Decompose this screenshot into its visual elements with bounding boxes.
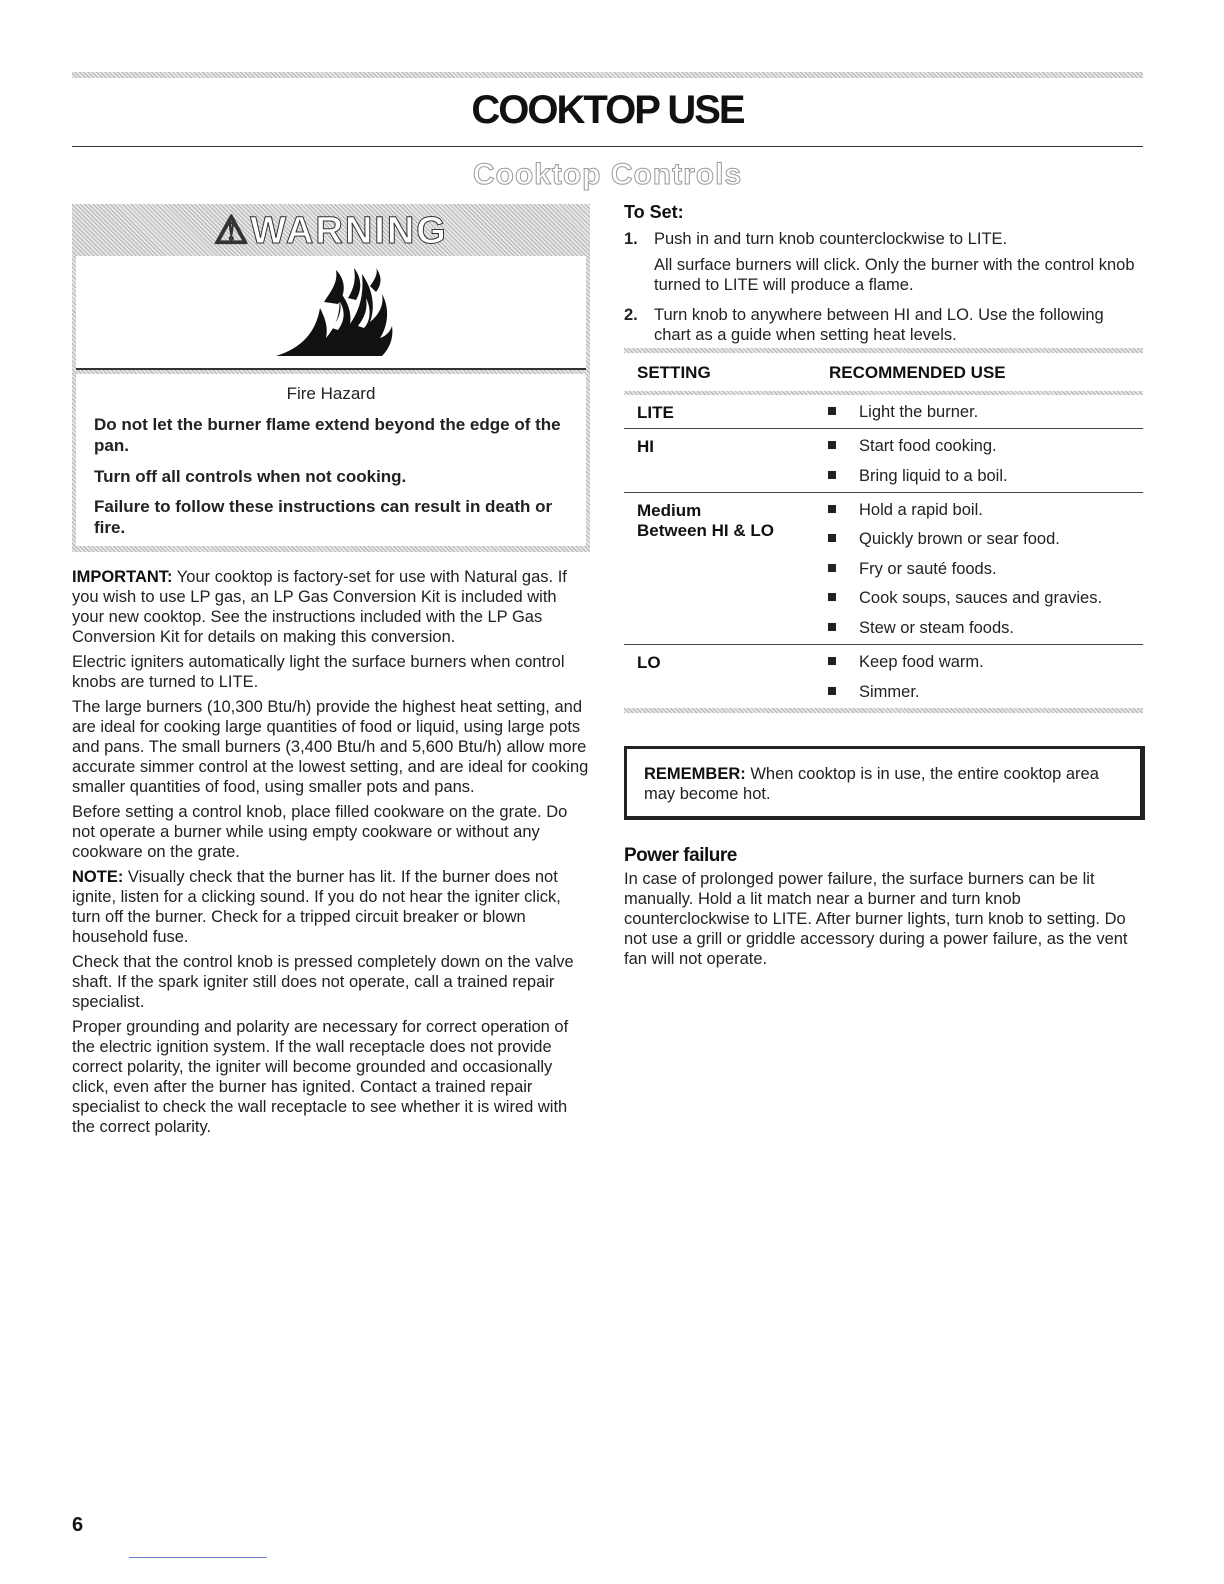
remember-label: REMEMBER: <box>644 765 746 783</box>
bullet-icon <box>828 687 836 695</box>
bullet-icon <box>828 534 836 542</box>
setting-cell: LO <box>637 652 661 672</box>
remember-text: REMEMBER: When cooktop is in use, the entire cooktop area may become hot. <box>644 765 1099 803</box>
settings-table <box>624 348 1143 713</box>
bullet-icon <box>828 593 836 601</box>
bullet-icon <box>828 623 836 631</box>
grounding-paragraph: Proper grounding and polarity are necessary for correct operation of the electric ignition system. If the wall receptacle does not provide correct polarity, the igniter will become grounded and occasionally click, even after the burner has ignited. Contact a trained repair specialist to check the wall receptacle to see whether it is wired with the correct polarity. <box>72 1018 569 1136</box>
footer-link-underline <box>129 1557 267 1558</box>
warning-label: ⚠WARNING <box>214 210 448 252</box>
power-failure-heading: Power failure <box>624 845 737 866</box>
remember-box <box>624 746 1145 820</box>
bullet-icon <box>828 564 836 572</box>
flame-icon <box>272 268 396 358</box>
recommended-use-list <box>828 645 1138 708</box>
table-row <box>624 395 1143 428</box>
bullet-icon <box>828 471 836 479</box>
recommended-use-list <box>828 429 1138 492</box>
recommended-use-item: Fry or sauté foods. <box>828 559 1138 579</box>
page-title: COOKTOP USE <box>471 88 744 132</box>
warning-line: Turn off all controls when not cooking. <box>94 467 407 486</box>
bullet-icon <box>828 657 836 665</box>
burners-paragraph: The large burners (10,300 Btu/h) provide the highest heat setting, and are ideal for cooking large quantities of food or liquid, using large pots and pans. The small burners (3,400 Btu/h and 5,600 Btu/h) allow more accurate simmer control at the lowest setting, and are ideal for cooking smaller quantities of food, using smaller pots and pans. <box>72 698 589 796</box>
warning-text-panel <box>76 374 586 546</box>
hazard-title: Fire Hazard <box>286 384 376 403</box>
recommended-use-item: Cook soups, sauces and gravies. <box>828 588 1138 608</box>
setting-cell: HI <box>637 437 654 456</box>
left-column <box>72 567 592 1142</box>
warning-box <box>72 204 590 552</box>
table-row <box>624 644 1143 708</box>
recommended-use-list <box>828 493 1138 644</box>
note-paragraph: NOTE: Visually check that the burner has lit. If the burner does not ignite, listen for a clicking sound. If you do not hear the igniter click, turn off the burner. Check for a tripped circuit breaker or blown household fuse. <box>72 868 561 946</box>
warning-header <box>72 204 590 256</box>
recommended-use-item: Hold a rapid boil. <box>828 500 1138 520</box>
recommended-use-list <box>828 395 1138 428</box>
warning-symbol-panel <box>76 256 586 370</box>
page-number: 6 <box>72 1514 84 1536</box>
column-header-recommended-use: RECOMMENDED USE <box>829 363 1006 382</box>
check-knob-paragraph: Check that the control knob is pressed completely down on the valve shaft. If the spark igniter still does not operate, call a trained repair specialist. <box>72 953 574 1011</box>
table-bottom-rule <box>624 708 1143 713</box>
table-body <box>624 395 1143 708</box>
important-label: IMPORTANT: <box>72 568 173 586</box>
table-header <box>624 353 1143 391</box>
to-set-section <box>624 202 1143 345</box>
step-1-detail: All surface burners will click. Only the burner with the control knob turned to LITE will produce a flame. <box>654 256 1135 294</box>
to-set-heading: To Set: <box>624 202 684 222</box>
before-setting-paragraph: Before setting a control knob, place filled cookware on the grate. Do not operate a burner while using empty cookware or without any cookware on the grate. <box>72 803 568 861</box>
recommended-use-item: Quickly brown or sear food. <box>828 529 1138 549</box>
note-label: NOTE: <box>72 868 124 886</box>
warning-line: Do not let the burner flame extend beyond the edge of the pan. <box>94 415 561 455</box>
title-divider <box>72 146 1143 147</box>
important-paragraph: IMPORTANT: Your cooktop is factory-set for use with Natural gas. If you wish to use LP gas, an LP Gas Conversion Kit is included with your new cooktop. See the instructions included with the LP Gas Conversion Kit for details on making this conversion. <box>72 568 567 646</box>
top-decorative-rule <box>72 72 1143 78</box>
power-failure-text: In case of prolonged power failure, the surface burners can be lit manually. Hold a lit match near a burner and turn knob counterclockwise to LITE. After burner lights, turn knob to setting. Do not use a grill or griddle accessory during a power failure, as the vent fan will not operate. <box>624 870 1128 968</box>
igniters-paragraph: Electric igniters automatically light the surface burners when control knobs are turned to LITE. <box>72 653 565 691</box>
recommended-use-item: Light the burner. <box>828 402 1138 422</box>
recommended-use-item: Start food cooking. <box>828 436 1138 456</box>
recommended-use-item: Stew or steam foods. <box>828 618 1138 638</box>
section-title: Cooktop Controls <box>472 158 743 191</box>
bullet-icon <box>828 407 836 415</box>
recommended-use-item: Keep food warm. <box>828 652 1138 672</box>
setting-cell: LITE <box>637 403 674 422</box>
recommended-use-item: Bring liquid to a boil. <box>828 466 1138 486</box>
setting-cell: Medium Between HI & LO <box>637 500 774 540</box>
bullet-icon <box>828 505 836 513</box>
step-2: 2. Turn knob to anywhere between HI and LO. Use the following chart as a guide when setting heat levels. <box>624 306 1104 344</box>
bullet-icon <box>828 441 836 449</box>
column-header-setting: SETTING <box>637 363 711 382</box>
recommended-use-item: Simmer. <box>828 682 1138 702</box>
table-row <box>624 428 1143 492</box>
table-row <box>624 492 1143 644</box>
warning-line: Failure to follow these instructions can result in death or fire. <box>94 497 553 537</box>
step-1: 1. Push in and turn knob counterclockwise to LITE. <box>624 230 1008 248</box>
